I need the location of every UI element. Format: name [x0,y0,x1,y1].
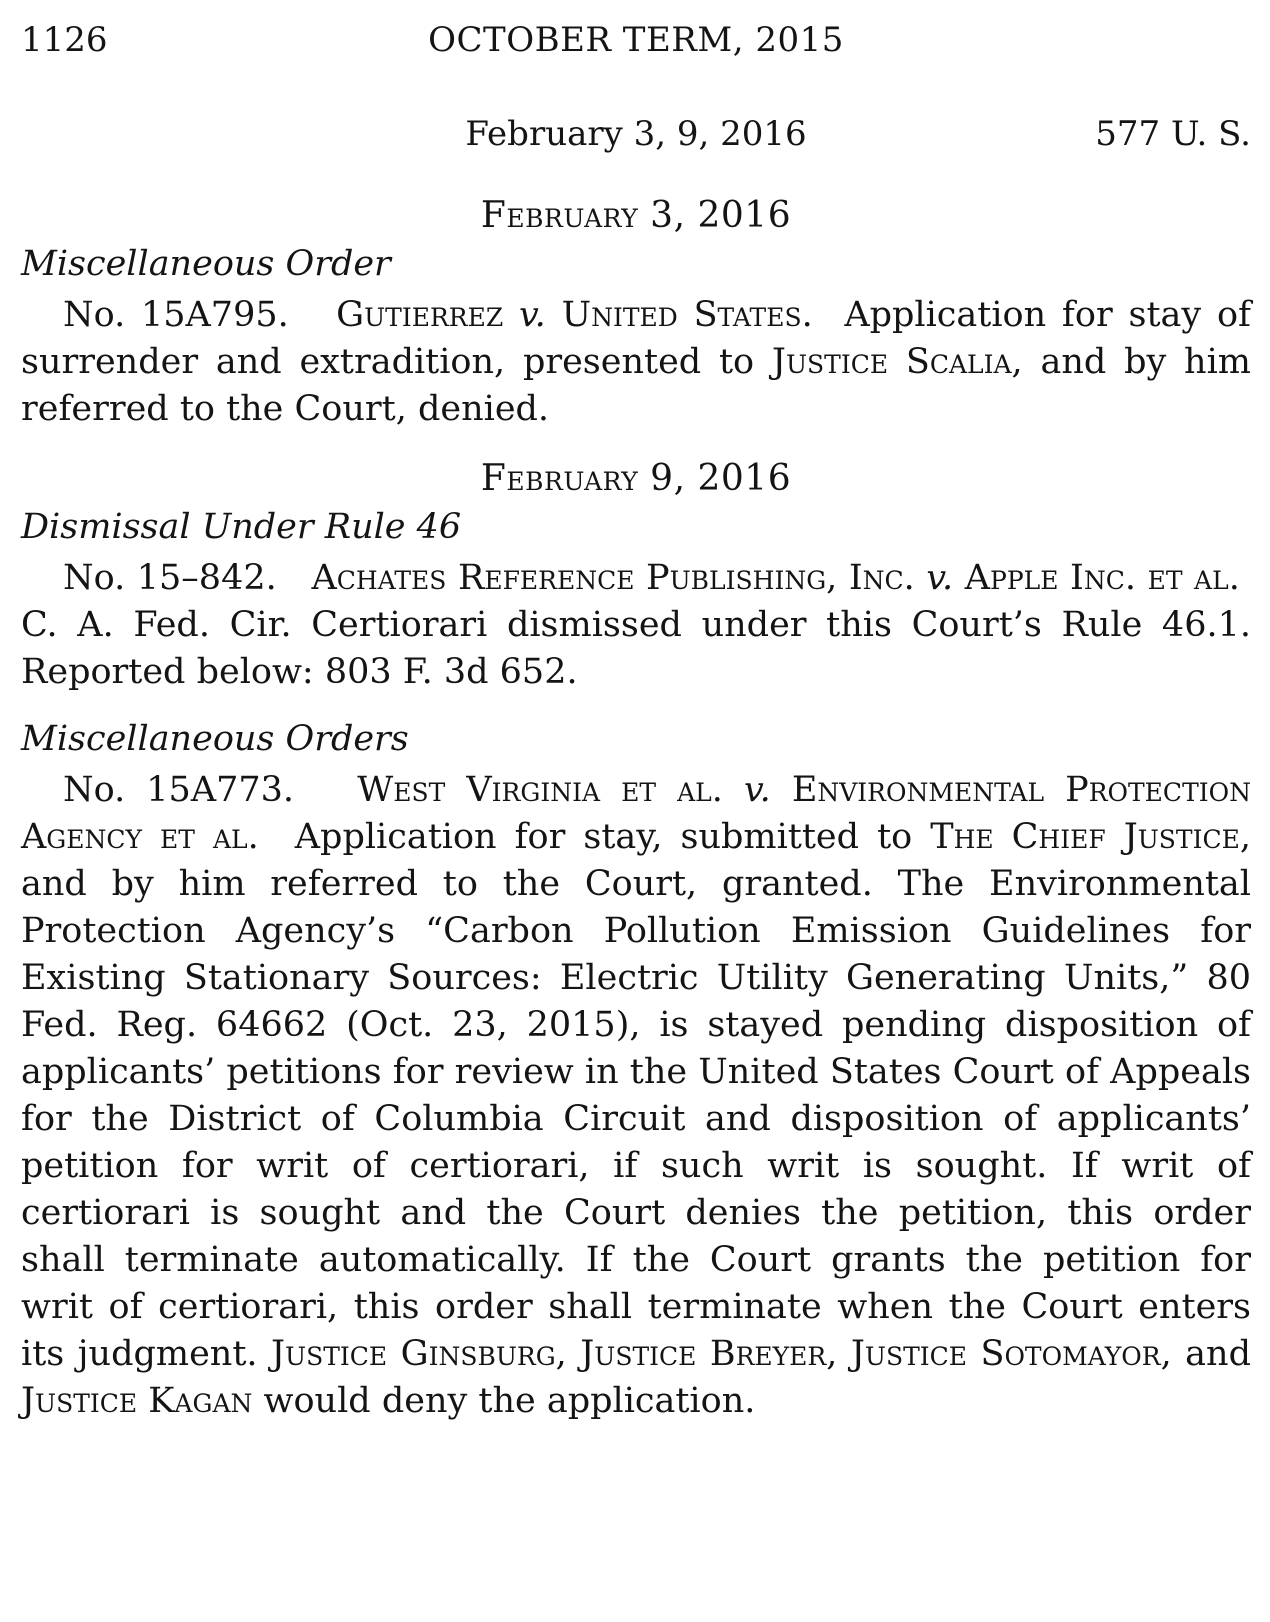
versus: v. [519,295,546,335]
order-text: C. A. Fed. Cir. Certiorari dismissed under this Court’s Rule 46.1. Reported below: 803 F. 3d 652. [21,605,1251,692]
order-text: Application for stay, submitted to [294,817,913,857]
order-text: and by him referred to the Court, granted. The Environmental Protection Agency’s “Carbon Pollution Emission Guidelines for Existing Stationary Sources: Electric Utility Generating Units,” 80 Fed. Reg. 64662 (Oct. 23, 2015), is stayed pending disposition of applicants’ petitions for review in the United States Court of Appeals for the District of Columbia Circuit and disposition of applicants’ petition for writ of certiorari, if such writ is sought. If writ of certiorari is sought and the Court denies the petition, this order shall terminate automatically. If the Court grants the petition for writ of certiorari, this order shall terminate when the Court enters its judgment. [21,864,1251,1374]
justice-name: Justice Ginsburg, Justice Breyer, Justice Sotomayor, [271,1334,1172,1374]
decision-dates: February 3, 9, 2016 [465,114,807,154]
page-body [21,192,1251,1425]
conjunction: and [1185,1334,1251,1374]
party-name: West Virginia et al. [357,770,723,810]
order-entry-15-842 [21,555,1251,696]
running-head [21,18,1251,62]
order-text: would deny the application. [263,1381,756,1421]
section-heading-dismissal: Dismissal Under Rule 46 [21,507,462,547]
date-heading-feb-3: February 3, 2016 [480,195,792,236]
section-heading-misc-order: Miscellaneous Order [21,244,391,284]
order-entry-15a773 [21,767,1251,1425]
order-entry-15a795 [21,292,1251,433]
party-name: Environmental Protection Agency et al. [21,770,1251,857]
justice-name: The Chief Justice, [930,817,1251,857]
section-heading-misc-orders: Miscellaneous Orders [21,719,409,759]
versus: v. [926,558,954,598]
party-name: Apple Inc. et al. [964,558,1240,598]
case-number: No. 15A773. [63,770,295,810]
order-text: and by him referred to the Court, denied. [21,342,1251,429]
case-number: No. 15–842. [63,558,277,598]
reporter-volume: 577 U. S. [1095,114,1251,154]
order-text: Application for stay of surrender and extradition, presented to [21,295,1251,382]
justice-name: Justice Scalia, [771,342,1023,382]
justice-name: Justice Kagan [21,1381,253,1421]
party-name: Achates Reference Publishing, Inc. [311,558,915,598]
page-subhead [21,112,1251,156]
case-number: No. 15A795. [63,295,289,335]
date-heading-feb-9: February 9, 2016 [480,458,792,499]
page-number: 1126 [21,20,108,60]
versus: v. [743,770,771,810]
party-name: Gutierrez [336,295,504,335]
term-title: OCTOBER TERM, 2015 [428,20,844,60]
party-name: United States. [561,295,813,335]
